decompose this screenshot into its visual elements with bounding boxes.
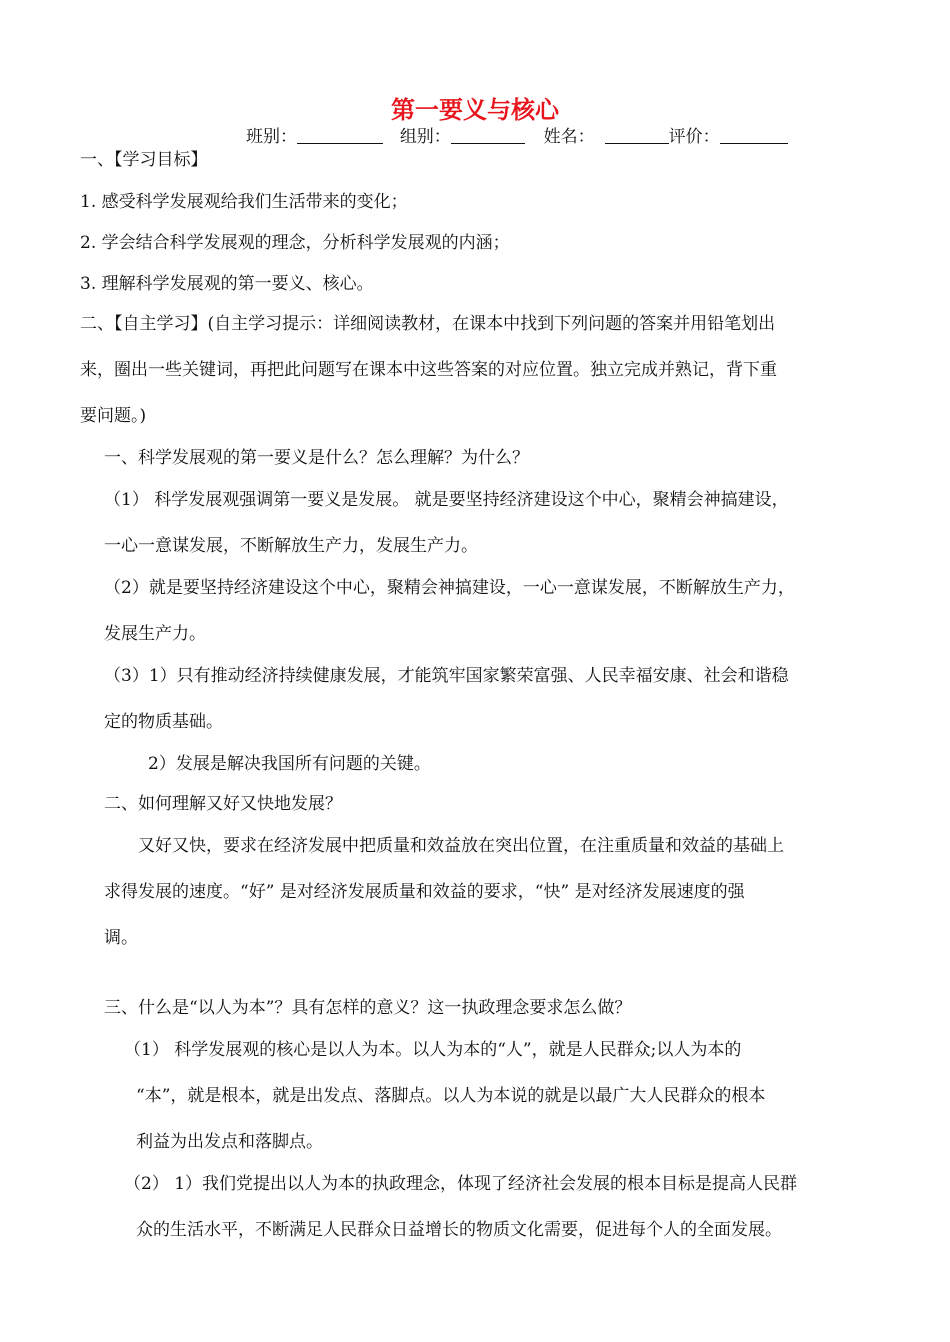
answer-line: “本”，就是根本，就是出发点、落脚点。以人为本说的就是以最广大人民群众的根本 [136,1086,766,1106]
paragraph-line: 来，圈出一些关键词，再把此问题写在课本中这些答案的对应位置。独立完成并熟记，背下重 [80,360,777,380]
name-blank[interactable] [605,127,669,144]
answer-line: （3）1）只有推动经济持续健康发展，才能筑牢国家繁荣富强、人民幸福安康、社会和谐稳 [104,666,789,686]
page-title: 第一要义与核心 [391,96,559,124]
answer-line: （1） 科学发展观的核心是以人为本。以人为本的“人”，就是人民群众;以人为本的 [124,1040,742,1060]
answer-line: 定的物质基础。 [104,712,223,732]
objective-item: 2. 学会结合科学发展观的理念，分析科学发展观的内涵； [80,233,510,253]
objective-item: 3. 理解科学发展观的第一要义、核心。 [80,274,374,294]
group-label: 组别： [399,127,451,147]
answer-line: 一心一意谋发展，不断解放生产力，发展生产力。 [104,536,478,556]
question-heading: 二、如何理解又好又快地发展？ [104,794,342,814]
answer-line: （1） 科学发展观强调第一要义是发展。 就是要坚持经济建设这个中心，聚精会神搞建设， [104,490,789,510]
eval-blank[interactable] [720,127,788,144]
answer-line: （2） 1）我们党提出以人为本的执政理念，体现了经济社会发展的根本目标是提高人民群 [124,1174,798,1194]
class-blank[interactable] [297,127,383,144]
answer-line: 发展生产力。 [104,624,206,644]
student-info-line [246,122,788,147]
question-heading: 三、什么是“以人为本”？具有怎样的意义？这一执政理念要求怎么做？ [104,998,632,1018]
name-label: 姓名： [543,127,595,147]
answer-line: 调。 [104,928,138,948]
paragraph-line: 要问题。) [80,406,147,426]
objective-item: 1. 感受科学发展观给我们生活带来的变化； [80,192,408,212]
section-heading-objectives: 一、【学习目标】 [80,150,208,170]
answer-line: （2）就是要坚持经济建设这个中心，聚精会神搞建设，一心一意谋发展，不断解放生产力， [104,578,795,598]
question-heading: 一、科学发展观的第一要义是什么？怎么理解？为什么？ [104,448,529,468]
answer-line: 利益为出发点和落脚点。 [136,1132,323,1152]
answer-line: 求得发展的速度。“好” 是对经济发展质量和效益的要求，“快” 是对经济发展速度的强 [104,882,745,902]
group-blank[interactable] [451,127,525,144]
section-heading-self-study: 二、【自主学习】(自主学习提示：详细阅读教材，在课本中找到下列问题的答案并用铅笔划出 [80,314,776,334]
class-label: 班别： [246,127,297,147]
answer-line: 2）发展是解决我国所有问题的关键。 [148,754,431,774]
answer-line: 又好又快，要求在经济发展中把质量和效益放在突出位置，在注重质量和效益的基础上 [138,836,784,856]
eval-label: 评价： [668,127,720,147]
answer-line: 众的生活水平，不断满足人民群众日益增长的物质文化需要，促进每个人的全面发展。 [136,1220,782,1240]
